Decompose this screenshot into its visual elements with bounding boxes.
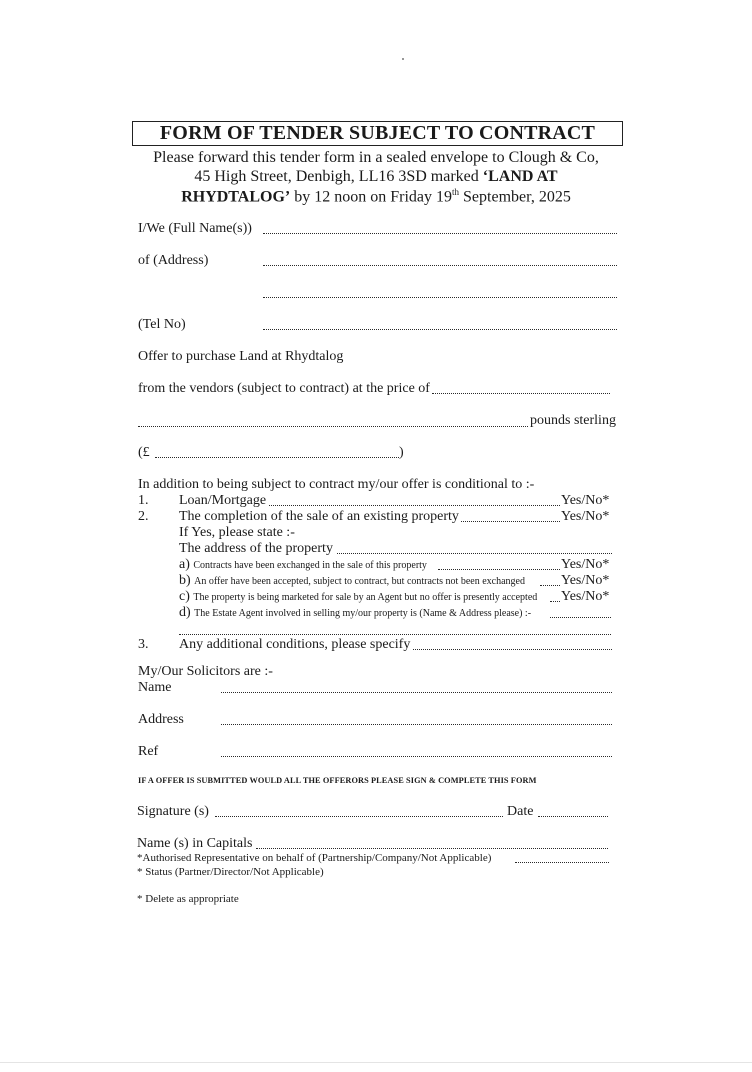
name-capitals-label: Name (s) in Capitals xyxy=(137,836,253,851)
option-c-yes-no[interactable]: Yes/No* xyxy=(561,589,610,604)
option-c-field[interactable] xyxy=(550,601,560,602)
option-b-yes-no[interactable]: Yes/No* xyxy=(561,573,610,588)
instructions-marked: ‘LAND AT xyxy=(482,168,558,185)
instructions-line-2 xyxy=(0,168,752,186)
page-edge xyxy=(0,1062,752,1063)
signature-label: Signature (s) xyxy=(137,804,209,819)
instructions-ordinal: th xyxy=(452,187,460,197)
condition-3-number: 3. xyxy=(138,637,149,652)
loan-yes-no[interactable]: Yes/No* xyxy=(561,493,610,508)
pound-close: ) xyxy=(399,445,404,460)
option-c-letter: c) xyxy=(179,589,190,604)
solicitor-name-label: Name xyxy=(138,680,172,695)
price-field[interactable] xyxy=(432,393,610,394)
property-address-field[interactable] xyxy=(337,553,612,554)
solicitor-ref-label: Ref xyxy=(138,744,159,759)
additional-conditions-field[interactable] xyxy=(413,649,612,650)
price-words-field[interactable] xyxy=(138,426,528,427)
status-label: * Status (Partner/Director/Not Applicable) xyxy=(137,866,324,878)
option-c xyxy=(179,589,537,605)
option-a-text: Contracts have been exchanged in the sale of this property xyxy=(193,560,427,571)
solicitor-ref-field[interactable] xyxy=(221,756,612,757)
condition-2-number: 2. xyxy=(138,509,149,524)
option-b xyxy=(179,573,525,589)
solicitor-address-field[interactable] xyxy=(221,724,612,725)
completion-yes-no[interactable]: Yes/No* xyxy=(561,509,610,524)
scan-speck xyxy=(402,58,404,60)
authorised-representative-label: *Authorised Representative on behalf of (Partnership/Company/Not Applicable) xyxy=(137,852,492,864)
option-b-text: An offer have been accepted, subject to contract, but contracts not been exchanged xyxy=(194,576,525,587)
instructions-month: September, 2025 xyxy=(459,188,571,206)
authorised-representative-field[interactable] xyxy=(515,862,609,863)
instructions-deadline: by 12 noon on Friday 19 xyxy=(290,188,453,206)
offer-text: Offer to purchase Land at Rhydtalog xyxy=(138,349,344,364)
price-label: from the vendors (subject to contract) at the price of xyxy=(138,381,430,396)
completion-field[interactable] xyxy=(461,521,560,522)
instructions-line-3 xyxy=(0,187,752,206)
instructions-line-1: Please forward this tender form in a sealed envelope to Clough & Co, xyxy=(153,149,599,166)
solicitor-name-field[interactable] xyxy=(221,692,612,693)
full-names-field[interactable] xyxy=(263,233,617,234)
tel-field[interactable] xyxy=(263,329,617,330)
option-a xyxy=(179,557,427,573)
date-label: Date xyxy=(507,804,534,819)
if-yes-label: If Yes, please state :- xyxy=(179,525,295,540)
offerors-notice: IF A OFFER IS SUBMITTED WOULD ALL THE OFFERORS PLEASE SIGN & COMPLETE THIS FORM xyxy=(138,776,537,785)
option-a-yes-no[interactable]: Yes/No* xyxy=(561,557,610,572)
option-b-field[interactable] xyxy=(540,585,560,586)
pounds-sterling-label: pounds sterling xyxy=(530,413,616,428)
solicitor-address-label: Address xyxy=(138,712,184,727)
name-capitals-field[interactable] xyxy=(256,848,608,849)
option-d xyxy=(179,605,531,621)
estate-agent-field-2[interactable] xyxy=(179,634,611,635)
instructions-land-name: RHYDTALOG’ xyxy=(181,188,291,206)
address-field-2[interactable] xyxy=(263,297,617,298)
option-d-letter: d) xyxy=(179,605,191,620)
option-a-field[interactable] xyxy=(438,569,560,570)
option-b-letter: b) xyxy=(179,573,191,588)
loan-label: Loan/Mortgage xyxy=(179,493,267,508)
option-d-text: The Estate Agent involved in selling my/our property is (Name & Address please) :- xyxy=(194,608,532,619)
pound-open: (£ xyxy=(138,445,150,460)
conditions-intro: In addition to being subject to contract my/our offer is conditional to :- xyxy=(138,477,535,492)
delete-note: * Delete as appropriate xyxy=(137,893,239,905)
date-field[interactable] xyxy=(538,816,608,817)
condition-1-number: 1. xyxy=(138,493,149,508)
estate-agent-field-1[interactable] xyxy=(550,617,611,618)
pound-figure-field[interactable] xyxy=(155,457,399,458)
loan-field[interactable] xyxy=(269,505,560,506)
form-title: FORM OF TENDER SUBJECT TO CONTRACT xyxy=(132,121,623,146)
solicitors-heading: My/Our Solicitors are :- xyxy=(138,664,273,679)
signature-field[interactable] xyxy=(215,816,503,817)
address-label: of (Address) xyxy=(138,253,209,268)
address-field-1[interactable] xyxy=(263,265,617,266)
instructions-address: 45 High Street, Denbigh, LL16 3SD marked xyxy=(194,168,483,185)
full-names-label: I/We (Full Name(s)) xyxy=(138,221,252,236)
property-address-label: The address of the property xyxy=(179,541,333,556)
completion-label: The completion of the sale of an existing property xyxy=(179,509,459,524)
option-a-letter: a) xyxy=(179,557,190,572)
additional-conditions-label: Any additional conditions, please specify xyxy=(179,637,411,652)
tel-label: (Tel No) xyxy=(138,317,186,332)
option-c-text: The property is being marketed for sale by an Agent but no offer is presently accepted xyxy=(193,592,538,603)
